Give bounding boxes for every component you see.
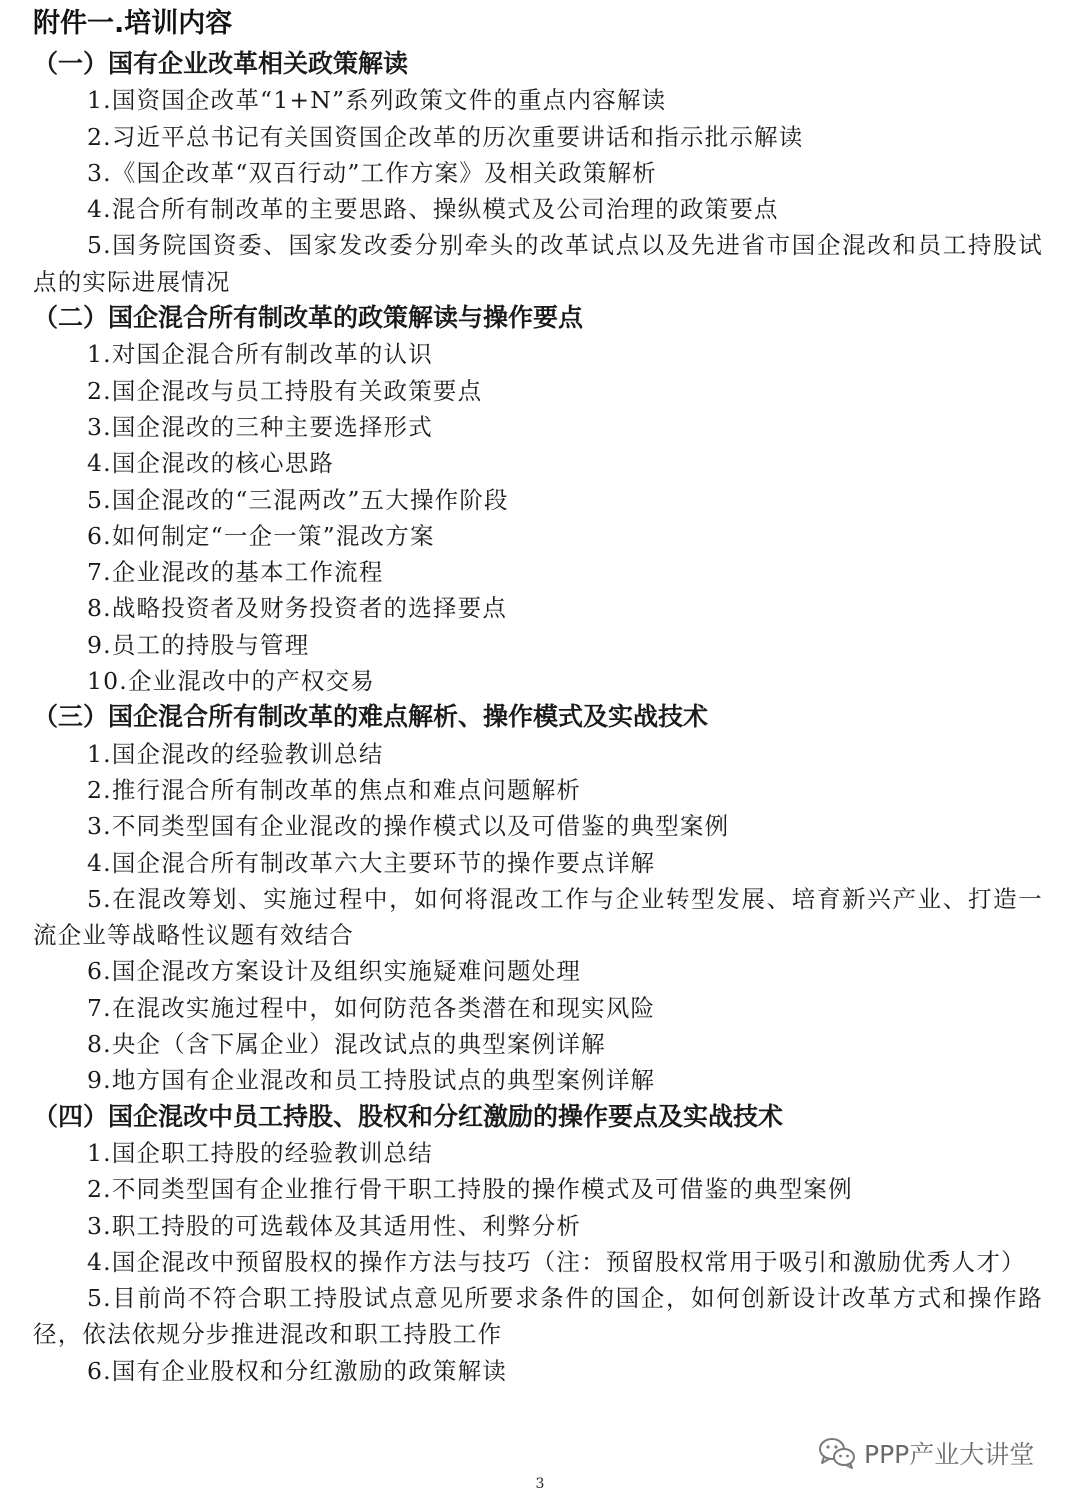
list-item: 3.职工持股的可选载体及其适用性、利弊分析 xyxy=(87,1211,582,1240)
list-item: 5.国企混改的“三混两改”五大操作阶段 xyxy=(87,485,509,514)
list-item: 2.习近平总书记有关国资国企改革的历次重要讲话和指示批示解读 xyxy=(87,122,804,151)
watermark-text: PPP产业大讲堂 xyxy=(864,1440,1035,1469)
list-item: 8.央企（含下属企业）混改试点的典型案例详解 xyxy=(87,1030,606,1059)
section-3 xyxy=(33,699,1043,1098)
section-1 xyxy=(33,46,1043,300)
list-item: 7.在混改实施过程中，如何防范各类潜在和现实风险 xyxy=(87,993,656,1022)
list-item: 3.不同类型国有企业混改的操作模式以及可借鉴的典型案例 xyxy=(87,812,730,841)
list-item: 6.国有企业股权和分红激励的政策解读 xyxy=(87,1356,508,1385)
list-item: 2.不同类型国有企业推行骨干职工持股的操作模式及可借鉴的典型案例 xyxy=(87,1175,853,1204)
list-item: 7.企业混改的基本工作流程 xyxy=(87,558,384,587)
list-item: 9.地方国有企业混改和员工持股试点的典型案例详解 xyxy=(87,1066,656,1095)
list-item: 1.国企混改的经验教训总结 xyxy=(87,739,384,768)
list-item: 1.对国企混合所有制改革的认识 xyxy=(87,340,433,369)
list-item: 10.企业混改中的产权交易 xyxy=(87,667,375,696)
list-item: 4.混合所有制改革的主要思路、操纵模式及公司治理的政策要点 xyxy=(87,195,779,224)
section-4 xyxy=(33,1099,1043,1389)
wechat-icon xyxy=(818,1437,856,1469)
list-item: 8.战略投资者及财务投资者的选择要点 xyxy=(87,594,508,623)
list-item: 4.国企混改中预留股权的操作方法与技巧（注：预留股权常用于吸引和激励优秀人才） xyxy=(87,1247,1026,1276)
list-item: 3.《国企改革“双百行动”工作方案》及相关政策解析 xyxy=(87,158,657,187)
section-title: （三）国企混合所有制改革的难点解析、操作模式及实战技术 xyxy=(33,702,709,732)
watermark xyxy=(818,1433,1034,1473)
list-item: 5.目前尚不符合职工持股试点意见所要求条件的国企，如何创新设计改革方式和操作路径，依法依规分步推进混改和职工持股工作 xyxy=(33,1284,1043,1349)
list-item: 5.在混改筹划、实施过程中，如何将混改工作与企业转型发展、培育新兴产业、打造一流企业等战略性议题有效结合 xyxy=(33,884,1043,950)
page-number: 3 xyxy=(535,1476,545,1492)
list-item: 1.国企职工持股的经验教训总结 xyxy=(87,1138,433,1167)
list-item: 9.员工的持股与管理 xyxy=(87,630,310,659)
list-item: 4.国企混改的核心思路 xyxy=(87,449,335,478)
list-item: 6.国企混改方案设计及组织实施疑难问题处理 xyxy=(87,957,582,986)
section-2 xyxy=(33,300,1043,699)
list-item: 3.国企混改的三种主要选择形式 xyxy=(87,412,433,441)
list-item: 4.国企混合所有制改革六大主要环节的操作要点详解 xyxy=(87,848,656,877)
section-title: （二）国企混合所有制改革的政策解读与操作要点 xyxy=(33,303,584,333)
list-item: 1.国资国企改革“1+N”系列政策文件的重点内容解读 xyxy=(87,86,667,115)
section-title: （一）国有企业改革相关政策解读 xyxy=(33,49,409,78)
document-body xyxy=(33,46,1043,1389)
section-title: （四）国企混改中员工持股、股权和分红激励的操作要点及实战技术 xyxy=(33,1101,784,1131)
list-item: 6.如何制定“一企一策”混改方案 xyxy=(87,521,435,550)
document-title: 附件一.培训内容 xyxy=(33,8,233,39)
list-item: 5.国务院国资委、国家发改委分别牵头的改革试点以及先进省市国企混改和员工持股试点的实际进展情况 xyxy=(33,231,1043,296)
list-item: 2.推行混合所有制改革的焦点和难点问题解析 xyxy=(87,775,582,804)
list-item: 2.国企混改与员工持股有关政策要点 xyxy=(87,376,483,405)
